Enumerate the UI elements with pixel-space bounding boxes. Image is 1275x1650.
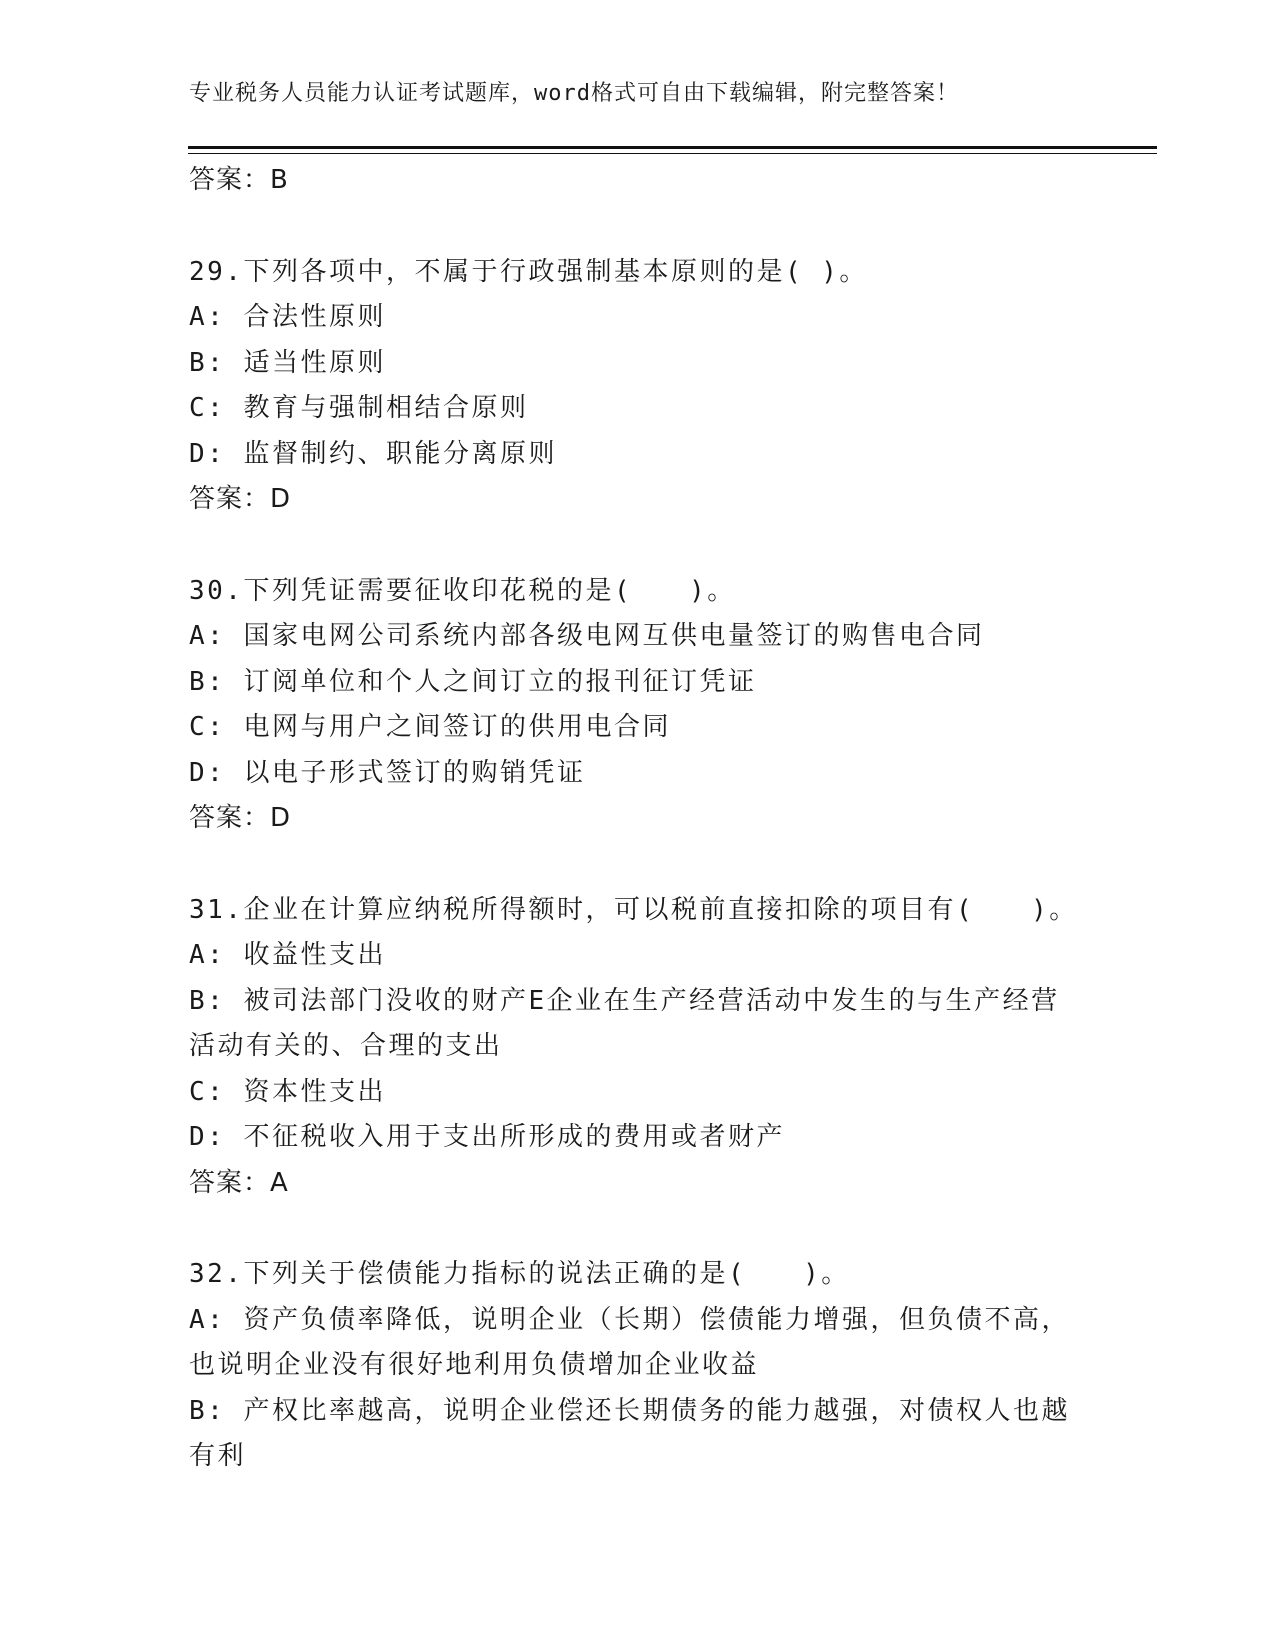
option-line: B: 适当性原则 (189, 347, 386, 378)
page-header-text: 专业税务人员能力认证考试题库，word格式可自由下载编辑，附完整答案！ (189, 81, 959, 106)
answer-line: 答案：A (189, 1167, 289, 1198)
answer-line: 答案：B (189, 165, 289, 195)
spacer (189, 204, 1089, 250)
option-line: D: 以电子形式签订的购销凭证 (189, 757, 586, 788)
option-line: C: 资本性支出 (189, 1076, 386, 1107)
option-line: B: 订阅单位和个人之间订立的报刊征订凭证 (189, 666, 757, 697)
question-stem: 30.下列凭证需要征收印花税的是( )。 (189, 575, 736, 606)
option-line: 也说明企业没有很好地利用负债增加企业收益 (189, 1350, 760, 1380)
spacer (189, 842, 1089, 888)
answer-line: 答案：D (189, 484, 292, 514)
question-block (189, 250, 1089, 523)
option-line: A: 收益性支出 (189, 940, 386, 970)
option-line: D: 不征税收入用于支出所形成的费用或者财产 (189, 1122, 785, 1152)
option-line: B: 被司法部门没收的财产E企业在生产经营活动中发生的与生产经营 (189, 985, 1060, 1016)
question-stem: 32.下列关于偿债能力指标的说法正确的是( )。 (189, 1259, 850, 1289)
answer-line: 答案：D (189, 803, 292, 833)
header-rule-thin (188, 153, 1157, 154)
option-line: A: 资产负债率降低，说明企业（长期）偿债能力增强，但负债不高， (189, 1304, 1070, 1335)
question-content (189, 158, 1089, 1480)
question-stem: 29.下列各项中，不属于行政强制基本原则的是( )。 (189, 256, 868, 287)
option-line: A: 国家电网公司系统内部各级电网互供电量签订的购售电合同 (189, 621, 985, 651)
option-line: A: 合法性原则 (189, 302, 386, 332)
option-line: B: 产权比率越高，说明企业偿还长期债务的能力越强，对债权人也越 (189, 1395, 1070, 1426)
option-line: 有利 (189, 1441, 247, 1471)
question-block (189, 888, 1089, 1207)
option-line: D: 监督制约、职能分离原则 (189, 438, 557, 469)
question-block (189, 1252, 1089, 1480)
option-line: C: 电网与用户之间签订的供用电合同 (189, 712, 671, 742)
spacer (189, 523, 1089, 569)
option-line: C: 教育与强制相结合原则 (189, 393, 529, 423)
spacer (189, 1206, 1089, 1252)
header-rule-thick (188, 146, 1157, 149)
option-line: 活动有关的、合理的支出 (189, 1031, 503, 1061)
question-block (189, 569, 1089, 842)
question-stem: 31.企业在计算应纳税所得额时，可以税前直接扣除的项目有( )。 (189, 894, 1078, 925)
